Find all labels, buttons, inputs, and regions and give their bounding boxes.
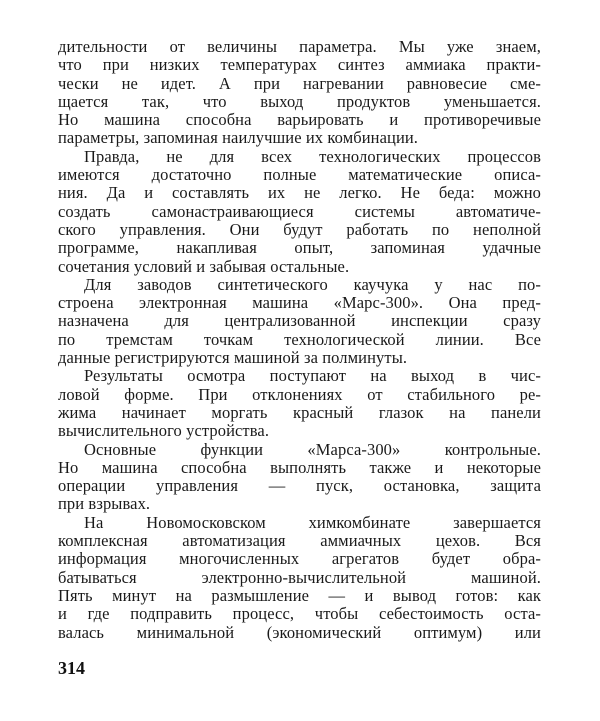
text-line: параметры, запоминая наилучшие их комбинации. (58, 128, 419, 148)
paragraph (58, 148, 541, 276)
text-line: назначена для централизованной инспекции сразу (58, 311, 541, 331)
text-line: при взрывах. (58, 494, 151, 514)
text-line: комплексная автоматизация аммиачных цехов. Вся (58, 531, 541, 551)
text-line: сочетания условий и забывая остальные. (58, 256, 350, 276)
text-line: операции управления — пуск, остановка, защита (58, 476, 541, 496)
text-line: батываться электронно-вычислительной машиной. (58, 567, 541, 587)
text-line: информация многочисленных агрегатов будет обра- (58, 549, 541, 569)
text-line: чески не идет. А при нагревании равновесие сме- (58, 73, 541, 93)
paragraph (58, 514, 541, 642)
text-line: строена электронная машина «Марс-300». Она пред- (58, 293, 541, 313)
text-line: Правда, не для всех технологических процессов (84, 146, 541, 166)
text-line: по тремстам точкам технологической линии. Все (58, 329, 541, 349)
paragraph (58, 367, 541, 440)
text-line: Но машина способна варьировать и противоречивые (58, 110, 541, 130)
text-line: Пять минут на размышление — и вывод готов: как (58, 585, 541, 605)
text-line: и где подправить процесс, чтобы себестоимость оста- (58, 604, 541, 624)
paragraph (58, 38, 541, 148)
paragraph (58, 276, 541, 367)
text-line: данные регистрируются машиной за полминуты. (58, 348, 408, 368)
text-line: что при низких температурах синтез аммиака практи- (58, 55, 541, 75)
text-line: Результаты осмотра поступают на выход в чис- (84, 366, 541, 386)
text-line: валась минимальной (экономический оптимум) или (58, 622, 541, 642)
page-body (58, 38, 541, 642)
text-line: Для заводов синтетического каучука у нас по- (84, 274, 541, 294)
text-line: жима начинает моргать красный глазок на панели (58, 402, 541, 422)
text-line: дительности от величины параметра. Мы уже знаем, (58, 37, 541, 56)
text-line: создать самонастраивающиеся системы автоматиче- (58, 201, 541, 221)
paragraph (58, 441, 541, 514)
text-line: вычислительного устройства. (58, 421, 270, 441)
page-number: 314 (58, 658, 85, 678)
text-line: щается так, что выход продуктов уменьшается. (58, 91, 541, 111)
text-line: программе, накапливая опыт, запоминая удачные (58, 238, 541, 258)
text-line: имеются достаточно полные математические описа- (58, 165, 541, 185)
text-line: ловой форме. При отклонениях от стабильного ре- (58, 384, 541, 404)
text-line: На Новомосковском химкомбинате завершается (84, 512, 541, 532)
text-line: ского управления. Они будут работать по неполной (58, 219, 541, 239)
text-line: Но машина способна выполнять также и некоторые (58, 457, 541, 477)
text-line: ния. Да и составлять их не легко. Не беда: можно (58, 183, 541, 203)
text-line: Основные функции «Марса-300» контрольные. (84, 439, 541, 459)
